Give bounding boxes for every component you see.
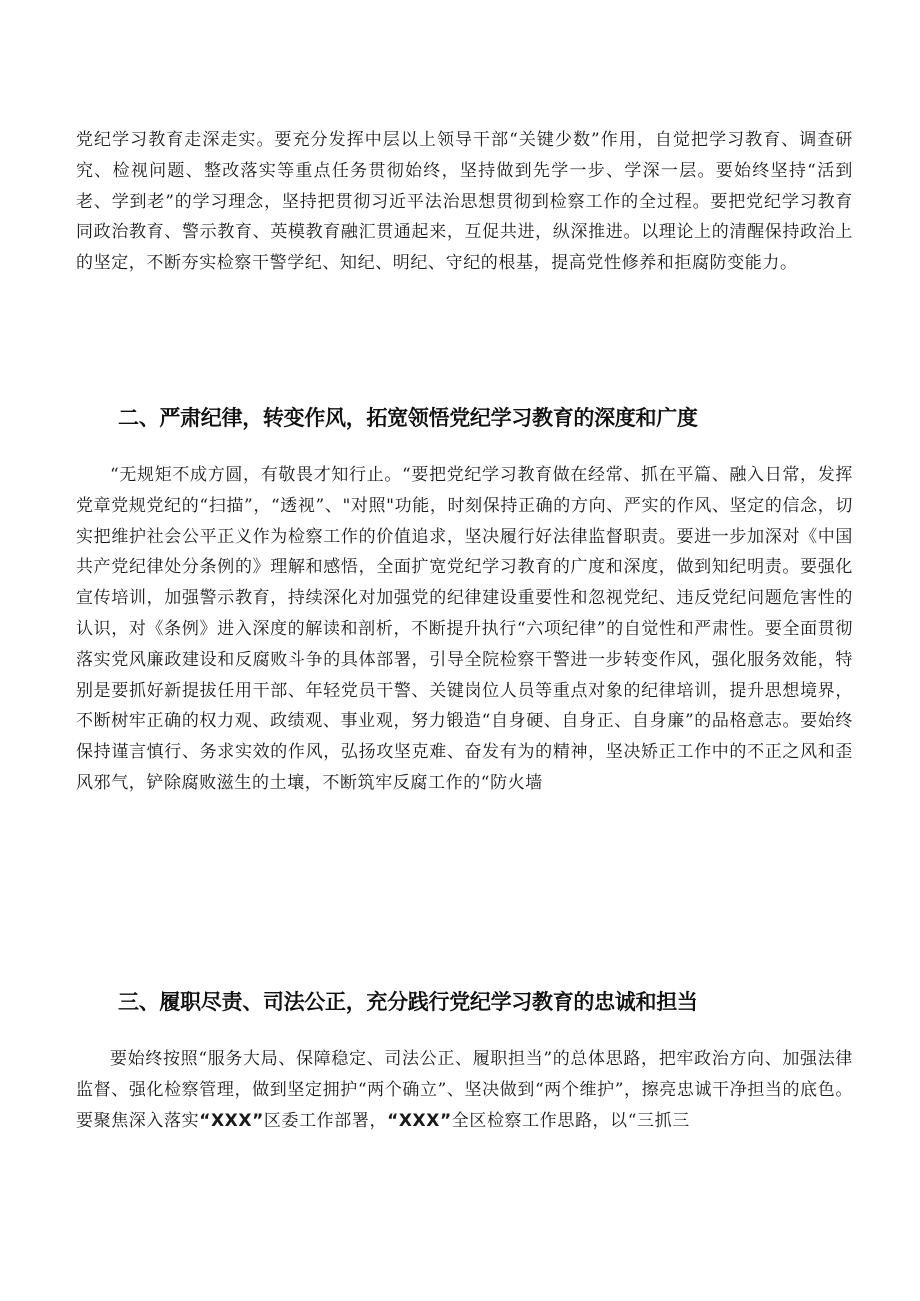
paragraph-duty-justice-text-b: 区委工作部署，	[263, 1110, 388, 1131]
paragraph-party-discipline-study: 党纪学习教育走深走实。要充分发挥中层以上领导干部“关键少数”作用，自觉把学习教育、调查研究、检视问题、整改落实等重点任务贯彻始终，坚持做到先学一步、学深一层。要始终坚持“活到老、学到老”的学习理念，坚持把贯彻习近平法治思想贯彻到检察工作的全过程。要把党纪学习教育同政治教育、警示教育、英模教育融汇贯通起来，互促共进，纵深推进。以理论上的清醒保持政治上的坚定，不断夯实检察干警学纪、知纪、明纪、守纪的根基，提高党性修养和拒腐防变能力。	[76, 130, 853, 274]
placeholder-xxx-1: “XXX”	[199, 1110, 264, 1131]
paragraph-duty-justice-text-a: 要始终按照“服务大局、保障稳定、司法公正、履职担当”的总体思路，把牢政治方向、加强法律监督、强化检察管理，做到坚定拥护“两个确立”、坚决做到“两个维护”，擦亮忠诚干净担当的底色。要聚焦深入落实	[76, 1049, 853, 1131]
paragraph-duty-justice	[76, 1044, 853, 1136]
placeholder-xxx-2: “XXX”	[387, 1110, 452, 1131]
paragraph-discipline-style: “无规矩不成方圆，有敬畏才知行止。“要把党纪学习教育做在经常、抓在平篇、融入日常，发挥党章党规党纪的“扫描”，“透视”、"对照"功能，时刻保持正确的方向、严实的作风、坚定的信念，切实把维护社会公平正义作为检察工作的价值追求，坚决履行好法律监督职责。要进一步加深对《中国共产党纪律处分条例的》理解和感悟，全面扩宽党纪学习教育的广度和深度，做到知纪明责。要强化宣传培训，加强警示教育，持续深化对加强党的纪律建设重要性和忽视党纪、违反党纪问题危害性的认识，对《条例》进入深度的解读和剖析，不断提升执行“六项纪律”的自觉性和严肃性。要全面贯彻落实党风廉政建设和反腐败斗争的具体部署，引导全院检察干警进一步转变作风，强化服务效能，特别是要抓好新提拔任用干部、年轻党员干警、关键岗位人员等重点对象的纪律培训，提升思想境界，不断树牢正确的权力观、政绩观、事业观，努力锻造“自身硬、自身正、自身廉”的品格意志。要始终保持谨言慎行、务求实效的作风，弘扬攻坚克难、奋发有为的精神，坚决矫正工作中的不正之风和歪风邪气，铲除腐败滋生的土壤，不断筑牢反腐工作的“防火墙	[76, 465, 853, 793]
section-heading-2: 二、严肃纪律，转变作风，拓宽领悟党纪学习教育的深度和广度	[118, 406, 698, 430]
paragraph-duty-justice-text-c: 全区检察工作思路，以“三抓三	[451, 1110, 690, 1131]
section-heading-3: 三、履职尽责、司法公正，充分践行党纪学习教育的忠诚和担当	[118, 990, 698, 1014]
